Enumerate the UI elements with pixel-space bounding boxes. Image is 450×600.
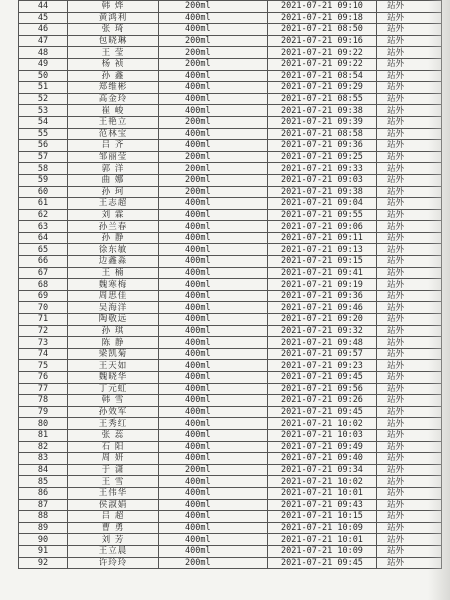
donation-time-cell: 2021-07-21 09:25	[268, 151, 377, 163]
donation-volume-cell: 400ml	[159, 395, 268, 407]
row-number-cell: 83	[19, 453, 68, 465]
donor-name-cell: 丁元虹	[68, 383, 159, 395]
donation-location-cell: 站外	[377, 198, 442, 210]
donation-volume-cell: 200ml	[159, 464, 268, 476]
donation-location-cell: 站外	[377, 372, 442, 384]
donation-volume-cell: 400ml	[159, 360, 268, 372]
donation-volume-cell: 400ml	[159, 429, 268, 441]
donation-location-cell: 站外	[377, 406, 442, 418]
donation-volume-cell: 400ml	[159, 12, 268, 24]
donation-time-cell: 2021-07-21 10:09	[268, 522, 377, 534]
table-row	[19, 116, 442, 128]
table-row	[19, 279, 442, 291]
table-row	[19, 464, 442, 476]
donation-volume-cell: 400ml	[159, 128, 268, 140]
table-row	[19, 163, 442, 175]
donor-name-cell: 刘 霖	[68, 209, 159, 221]
donation-volume-cell: 400ml	[159, 244, 268, 256]
row-number-cell: 67	[19, 267, 68, 279]
donor-name-cell: 王 楠	[68, 267, 159, 279]
table-row	[19, 128, 442, 140]
table-row	[19, 406, 442, 418]
donation-location-cell: 站外	[377, 70, 442, 82]
table-row	[19, 58, 442, 70]
donation-time-cell: 2021-07-21 09:45	[268, 372, 377, 384]
donor-name-cell: 侯淑娟	[68, 499, 159, 511]
table-row	[19, 545, 442, 557]
donation-location-cell: 站外	[377, 24, 442, 36]
row-number-cell: 65	[19, 244, 68, 256]
row-number-cell: 75	[19, 360, 68, 372]
donation-location-cell: 站外	[377, 522, 442, 534]
donation-time-cell: 2021-07-21 09:55	[268, 209, 377, 221]
donor-name-cell: 许玲玲	[68, 557, 159, 569]
donor-name-cell: 邹丽莹	[68, 151, 159, 163]
donation-time-cell: 2021-07-21 10:09	[268, 545, 377, 557]
donation-location-cell: 站外	[377, 499, 442, 511]
donor-name-cell: 周 妍	[68, 453, 159, 465]
table-row	[19, 360, 442, 372]
table-row	[19, 151, 442, 163]
table-row	[19, 105, 442, 117]
row-number-cell: 85	[19, 476, 68, 488]
donation-time-cell: 2021-07-21 09:56	[268, 383, 377, 395]
donation-location-cell: 站外	[377, 418, 442, 430]
donation-time-cell: 2021-07-21 09:15	[268, 256, 377, 268]
donation-time-cell: 2021-07-21 09:38	[268, 105, 377, 117]
donation-time-cell: 2021-07-21 09:10	[268, 1, 377, 13]
row-number-cell: 88	[19, 511, 68, 523]
donation-time-cell: 2021-07-21 09:38	[268, 186, 377, 198]
donor-name-cell: 王艳立	[68, 116, 159, 128]
donation-location-cell: 站外	[377, 545, 442, 557]
donation-location-cell: 站外	[377, 279, 442, 291]
table-row	[19, 395, 442, 407]
donation-location-cell: 站外	[377, 464, 442, 476]
donation-time-cell: 2021-07-21 09:45	[268, 557, 377, 569]
row-number-cell: 60	[19, 186, 68, 198]
table-row	[19, 186, 442, 198]
donation-volume-cell: 400ml	[159, 453, 268, 465]
donor-name-cell: 魏晓华	[68, 372, 159, 384]
donor-name-cell: 崔 峻	[68, 105, 159, 117]
row-number-cell: 71	[19, 314, 68, 326]
table-row	[19, 325, 442, 337]
row-number-cell: 81	[19, 429, 68, 441]
donation-volume-cell: 400ml	[159, 383, 268, 395]
row-number-cell: 72	[19, 325, 68, 337]
row-number-cell: 57	[19, 151, 68, 163]
donation-time-cell: 2021-07-21 09:13	[268, 244, 377, 256]
donation-location-cell: 站外	[377, 58, 442, 70]
donation-location-cell: 站外	[377, 1, 442, 13]
donor-name-cell: 吴海洋	[68, 302, 159, 314]
donor-name-cell: 陶敬远	[68, 314, 159, 326]
donor-name-cell: 韩 烨	[68, 1, 159, 13]
row-number-cell: 77	[19, 383, 68, 395]
table-row	[19, 487, 442, 499]
table-row	[19, 499, 442, 511]
donation-volume-cell: 400ml	[159, 487, 268, 499]
donation-location-cell: 站外	[377, 267, 442, 279]
donation-time-cell: 2021-07-21 10:01	[268, 534, 377, 546]
donation-location-cell: 站外	[377, 395, 442, 407]
donation-location-cell: 站外	[377, 534, 442, 546]
donation-time-cell: 2021-07-21 09:11	[268, 232, 377, 244]
donation-location-cell: 站外	[377, 383, 442, 395]
table-row	[19, 47, 442, 59]
table-row	[19, 511, 442, 523]
donation-volume-cell: 400ml	[159, 314, 268, 326]
donor-name-cell: 孙效军	[68, 406, 159, 418]
donation-time-cell: 2021-07-21 08:54	[268, 70, 377, 82]
row-number-cell: 78	[19, 395, 68, 407]
donation-time-cell: 2021-07-21 09:40	[268, 453, 377, 465]
row-number-cell: 55	[19, 128, 68, 140]
donation-location-cell: 站外	[377, 337, 442, 349]
donation-volume-cell: 400ml	[159, 105, 268, 117]
donation-volume-cell: 400ml	[159, 140, 268, 152]
donor-name-cell: 王 莹	[68, 47, 159, 59]
row-number-cell: 70	[19, 302, 68, 314]
donation-location-cell: 站外	[377, 35, 442, 47]
row-number-cell: 56	[19, 140, 68, 152]
donation-volume-cell: 400ml	[159, 372, 268, 384]
donation-time-cell: 2021-07-21 10:03	[268, 429, 377, 441]
donation-time-cell: 2021-07-21 09:46	[268, 302, 377, 314]
table-row	[19, 267, 442, 279]
donation-volume-cell: 200ml	[159, 47, 268, 59]
donation-volume-cell: 200ml	[159, 35, 268, 47]
donation-location-cell: 站外	[377, 174, 442, 186]
donor-name-cell: 包晓琳	[68, 35, 159, 47]
row-number-cell: 50	[19, 70, 68, 82]
donation-location-cell: 站外	[377, 93, 442, 105]
donation-time-cell: 2021-07-21 08:58	[268, 128, 377, 140]
donation-volume-cell: 400ml	[159, 337, 268, 349]
donation-location-cell: 站外	[377, 453, 442, 465]
table-row	[19, 256, 442, 268]
donation-volume-cell: 400ml	[159, 93, 268, 105]
donation-location-cell: 站外	[377, 128, 442, 140]
donor-name-cell: 周思佳	[68, 290, 159, 302]
donation-time-cell: 2021-07-21 09:22	[268, 58, 377, 70]
donation-volume-cell: 400ml	[159, 82, 268, 94]
donation-location-cell: 站外	[377, 476, 442, 488]
row-number-cell: 84	[19, 464, 68, 476]
donation-location-cell: 站外	[377, 221, 442, 233]
donation-volume-cell: 400ml	[159, 70, 268, 82]
table-row	[19, 70, 442, 82]
donation-volume-cell: 400ml	[159, 221, 268, 233]
row-number-cell: 90	[19, 534, 68, 546]
donation-time-cell: 2021-07-21 09:20	[268, 314, 377, 326]
donation-location-cell: 站外	[377, 348, 442, 360]
donor-name-cell: 魏寒梅	[68, 279, 159, 291]
donor-name-cell: 孙 琪	[68, 325, 159, 337]
row-number-cell: 64	[19, 232, 68, 244]
donation-time-cell: 2021-07-21 09:36	[268, 290, 377, 302]
table-row	[19, 534, 442, 546]
row-number-cell: 68	[19, 279, 68, 291]
row-number-cell: 45	[19, 12, 68, 24]
donor-name-cell: 张 蕊	[68, 429, 159, 441]
donor-name-cell: 王立晨	[68, 545, 159, 557]
table-row	[19, 302, 442, 314]
row-number-cell: 54	[19, 116, 68, 128]
table-row	[19, 290, 442, 302]
table-row	[19, 174, 442, 186]
donor-name-cell: 徐东敏	[68, 244, 159, 256]
donation-location-cell: 站外	[377, 360, 442, 372]
table-row	[19, 140, 442, 152]
donation-time-cell: 2021-07-21 09:26	[268, 395, 377, 407]
donation-location-cell: 站外	[377, 151, 442, 163]
row-number-cell: 91	[19, 545, 68, 557]
row-number-cell: 48	[19, 47, 68, 59]
donor-name-cell: 孙 静	[68, 232, 159, 244]
donation-volume-cell: 400ml	[159, 545, 268, 557]
donation-location-cell: 站外	[377, 302, 442, 314]
donor-name-cell: 孙 鑫	[68, 70, 159, 82]
donation-time-cell: 2021-07-21 09:22	[268, 47, 377, 59]
row-number-cell: 92	[19, 557, 68, 569]
donation-time-cell: 2021-07-21 09:16	[268, 35, 377, 47]
row-number-cell: 62	[19, 209, 68, 221]
donation-location-cell: 站外	[377, 12, 442, 24]
donation-volume-cell: 400ml	[159, 441, 268, 453]
donation-time-cell: 2021-07-21 09:18	[268, 12, 377, 24]
donation-location-cell: 站外	[377, 47, 442, 59]
donation-location-cell: 站外	[377, 186, 442, 198]
donation-volume-cell: 400ml	[159, 256, 268, 268]
table-row	[19, 35, 442, 47]
donation-volume-cell: 400ml	[159, 198, 268, 210]
row-number-cell: 74	[19, 348, 68, 360]
donation-time-cell: 2021-07-21 09:57	[268, 348, 377, 360]
donation-time-cell: 2021-07-21 09:32	[268, 325, 377, 337]
donation-time-cell: 2021-07-21 08:55	[268, 93, 377, 105]
donor-name-cell: 陈 静	[68, 337, 159, 349]
row-number-cell: 69	[19, 290, 68, 302]
donor-name-cell: 王志超	[68, 198, 159, 210]
donation-location-cell: 站外	[377, 487, 442, 499]
table-row	[19, 209, 442, 221]
donation-volume-cell: 400ml	[159, 232, 268, 244]
donation-location-cell: 站外	[377, 209, 442, 221]
donor-name-cell: 吕 齐	[68, 140, 159, 152]
donation-volume-cell: 400ml	[159, 476, 268, 488]
donor-name-cell: 孙 珂	[68, 186, 159, 198]
donor-name-cell: 王 雪	[68, 476, 159, 488]
table-row	[19, 557, 442, 569]
donation-volume-cell: 200ml	[159, 58, 268, 70]
donation-volume-cell: 400ml	[159, 302, 268, 314]
row-number-cell: 58	[19, 163, 68, 175]
donor-name-cell: 于 潇	[68, 464, 159, 476]
donation-time-cell: 2021-07-21 09:36	[268, 140, 377, 152]
table-row	[19, 348, 442, 360]
donation-time-cell: 2021-07-21 09:39	[268, 116, 377, 128]
row-number-cell: 63	[19, 221, 68, 233]
row-number-cell: 59	[19, 174, 68, 186]
donation-location-cell: 站外	[377, 105, 442, 117]
donation-volume-cell: 400ml	[159, 325, 268, 337]
donation-time-cell: 2021-07-21 09:04	[268, 198, 377, 210]
donor-name-cell: 范林宝	[68, 128, 159, 140]
donation-location-cell: 站外	[377, 325, 442, 337]
table-row	[19, 198, 442, 210]
donation-location-cell: 站外	[377, 256, 442, 268]
donation-location-cell: 站外	[377, 314, 442, 326]
donation-volume-cell: 200ml	[159, 116, 268, 128]
donation-time-cell: 2021-07-21 09:48	[268, 337, 377, 349]
donation-time-cell: 2021-07-21 09:45	[268, 406, 377, 418]
row-number-cell: 46	[19, 24, 68, 36]
donation-time-cell: 2021-07-21 09:06	[268, 221, 377, 233]
donation-volume-cell: 400ml	[159, 267, 268, 279]
table-row	[19, 93, 442, 105]
table-row	[19, 314, 442, 326]
donor-name-cell: 王伟华	[68, 487, 159, 499]
donor-name-cell: 高金玲	[68, 93, 159, 105]
donation-volume-cell: 200ml	[159, 557, 268, 569]
row-number-cell: 80	[19, 418, 68, 430]
row-number-cell: 53	[19, 105, 68, 117]
donation-records-table	[18, 0, 442, 569]
donor-name-cell: 曲 娜	[68, 174, 159, 186]
donation-location-cell: 站外	[377, 163, 442, 175]
donor-name-cell: 孙兰春	[68, 221, 159, 233]
donation-location-cell: 站外	[377, 511, 442, 523]
donation-time-cell: 2021-07-21 09:23	[268, 360, 377, 372]
donor-name-cell: 王天如	[68, 360, 159, 372]
donation-volume-cell: 400ml	[159, 406, 268, 418]
donor-name-cell: 曹 勇	[68, 522, 159, 534]
records-table-body	[19, 1, 442, 569]
table-row	[19, 476, 442, 488]
row-number-cell: 89	[19, 522, 68, 534]
donor-name-cell: 石 阳	[68, 441, 159, 453]
row-number-cell: 61	[19, 198, 68, 210]
donation-time-cell: 2021-07-21 10:01	[268, 487, 377, 499]
row-number-cell: 52	[19, 93, 68, 105]
row-number-cell: 79	[19, 406, 68, 418]
row-number-cell: 44	[19, 1, 68, 13]
donor-name-cell: 杨 祯	[68, 58, 159, 70]
row-number-cell: 73	[19, 337, 68, 349]
table-row	[19, 522, 442, 534]
donation-time-cell: 2021-07-21 08:50	[268, 24, 377, 36]
donation-location-cell: 站外	[377, 232, 442, 244]
donor-name-cell: 王秀红	[68, 418, 159, 430]
table-row	[19, 232, 442, 244]
donation-time-cell: 2021-07-21 09:03	[268, 174, 377, 186]
donation-time-cell: 2021-07-21 09:34	[268, 464, 377, 476]
donor-name-cell: 黄鸿利	[68, 12, 159, 24]
donation-volume-cell: 200ml	[159, 163, 268, 175]
donation-volume-cell: 400ml	[159, 499, 268, 511]
donation-time-cell: 2021-07-21 09:19	[268, 279, 377, 291]
row-number-cell: 76	[19, 372, 68, 384]
row-number-cell: 86	[19, 487, 68, 499]
donor-name-cell: 韩 雪	[68, 395, 159, 407]
donation-volume-cell: 200ml	[159, 1, 268, 13]
table-row	[19, 221, 442, 233]
row-number-cell: 51	[19, 82, 68, 94]
donor-name-cell: 张 琦	[68, 24, 159, 36]
donation-location-cell: 站外	[377, 441, 442, 453]
donation-location-cell: 站外	[377, 244, 442, 256]
donation-time-cell: 2021-07-21 09:41	[268, 267, 377, 279]
donor-name-cell: 梁凯菊	[68, 348, 159, 360]
donor-name-cell: 边鑫淼	[68, 256, 159, 268]
donation-location-cell: 站外	[377, 116, 442, 128]
table-row	[19, 453, 442, 465]
row-number-cell: 47	[19, 35, 68, 47]
table-row	[19, 82, 442, 94]
donation-location-cell: 站外	[377, 290, 442, 302]
donor-name-cell: 吕 超	[68, 511, 159, 523]
donation-volume-cell: 400ml	[159, 511, 268, 523]
donation-volume-cell: 400ml	[159, 418, 268, 430]
donor-name-cell: 刘 芳	[68, 534, 159, 546]
row-number-cell: 49	[19, 58, 68, 70]
table-row	[19, 337, 442, 349]
row-number-cell: 66	[19, 256, 68, 268]
donation-time-cell: 2021-07-21 10:02	[268, 476, 377, 488]
table-row	[19, 383, 442, 395]
donation-time-cell: 2021-07-21 09:29	[268, 82, 377, 94]
donation-volume-cell: 400ml	[159, 209, 268, 221]
donation-time-cell: 2021-07-21 09:43	[268, 499, 377, 511]
table-row	[19, 418, 442, 430]
table-row	[19, 12, 442, 24]
donation-volume-cell: 400ml	[159, 348, 268, 360]
donation-volume-cell: 400ml	[159, 279, 268, 291]
donation-volume-cell: 400ml	[159, 290, 268, 302]
table-row	[19, 1, 442, 13]
donation-location-cell: 站外	[377, 82, 442, 94]
donation-time-cell: 2021-07-21 10:15	[268, 511, 377, 523]
table-row	[19, 244, 442, 256]
donation-volume-cell: 400ml	[159, 534, 268, 546]
donation-location-cell: 站外	[377, 140, 442, 152]
table-row	[19, 372, 442, 384]
donation-volume-cell: 200ml	[159, 174, 268, 186]
donation-volume-cell: 200ml	[159, 151, 268, 163]
row-number-cell: 87	[19, 499, 68, 511]
donation-time-cell: 2021-07-21 09:33	[268, 163, 377, 175]
donation-volume-cell: 400ml	[159, 24, 268, 36]
donor-name-cell: 郭 洋	[68, 163, 159, 175]
donation-volume-cell: 200ml	[159, 186, 268, 198]
table-row	[19, 24, 442, 36]
donor-name-cell: 郑维彬	[68, 82, 159, 94]
table-row	[19, 441, 442, 453]
donation-time-cell: 2021-07-21 09:49	[268, 441, 377, 453]
page-edge-shadow	[428, 0, 450, 600]
donation-time-cell: 2021-07-21 10:02	[268, 418, 377, 430]
table-row	[19, 429, 442, 441]
donation-location-cell: 站外	[377, 429, 442, 441]
donation-volume-cell: 400ml	[159, 522, 268, 534]
donation-location-cell: 站外	[377, 557, 442, 569]
row-number-cell: 82	[19, 441, 68, 453]
